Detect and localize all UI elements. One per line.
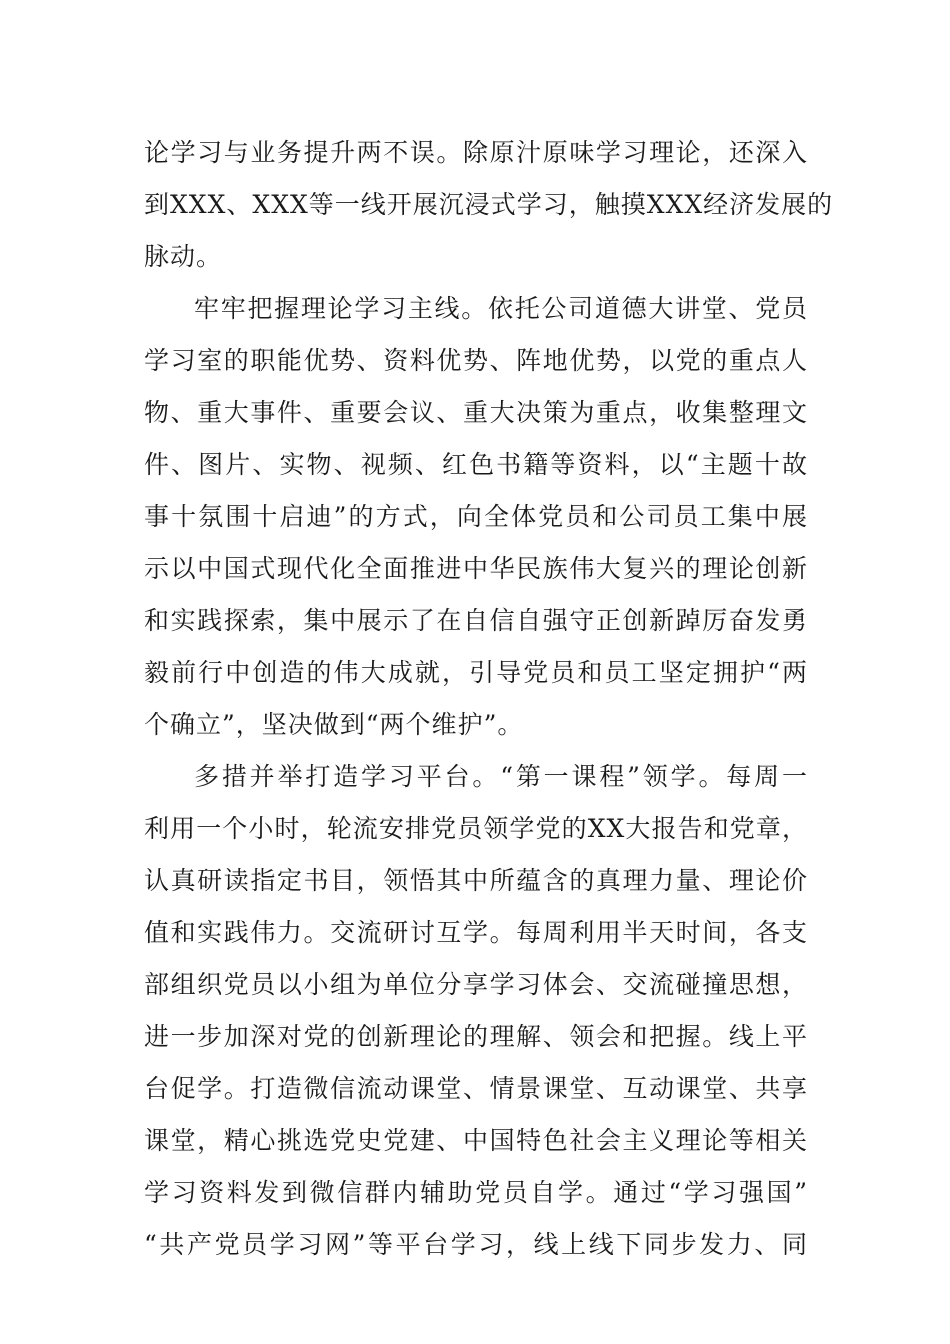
paragraph-3-line-4: 值和实践伟力。交流研讨互学。每周利用半天时间，各支 (144, 918, 808, 947)
paragraph-1-line-2: 到XXX、XXX等一线开展沉浸式学习，触摸XXX经济发展的 (144, 190, 834, 219)
paragraph-2-line-2: 学习室的职能优势、资料优势、阵地优势，以党的重点人 (144, 346, 808, 375)
paragraph-2-line-3: 物、重大事件、重要会议、重大决策为重点，收集整理文 (144, 398, 808, 427)
paragraph-2-line-6: 示以中国式现代化全面推进中华民族伟大复兴的理论创新 (144, 554, 808, 583)
paragraph-3-line-7: 台促学。打造微信流动课堂、情景课堂、互动课堂、共享 (144, 1074, 808, 1103)
paragraph-3-line-9: 学习资料发到微信群内辅助党员自学。通过“学习强国” (144, 1178, 808, 1207)
paragraph-3-line-3: 认真研读指定书目，领悟其中所蕴含的真理力量、理论价 (144, 866, 808, 895)
paragraph-1-line-1: 论学习与业务提升两不误。除原汁原味学习理论，还深入 (144, 138, 808, 167)
paragraph-1-line-3: 脉动。 (144, 242, 223, 271)
paragraph-2-line-9: 个确立”，坚决做到“两个维护”。 (144, 710, 524, 739)
paragraph-3-line-10: “共产党员学习网”等平台学习，线上线下同步发力、同 (144, 1230, 808, 1259)
paragraph-2-line-8: 毅前行中创造的伟大成就，引导党员和员工坚定拥护“两 (144, 658, 808, 687)
paragraph-2-line-4: 件、图片、实物、视频、红色书籍等资料，以“主题十故 (144, 450, 808, 479)
paragraph-2-line-7: 和实践探索，集中展示了在自信自强守正创新踔厉奋发勇 (144, 606, 808, 635)
paragraph-2-line-1: 牢牢把握理论学习主线。依托公司道德大讲堂、党员 (194, 294, 808, 323)
paragraph-3-line-6: 进一步加深对党的创新理论的理解、领会和把握。线上平 (144, 1022, 808, 1051)
paragraph-3-line-1: 多措并举打造学习平台。“第一课程”领学。每周一 (194, 762, 808, 791)
paragraph-3-line-8: 课堂，精心挑选党史党建、中国特色社会主义理论等相关 (144, 1126, 808, 1155)
document-body (144, 131, 834, 1275)
paragraph-3-line-5: 部组织党员以小组为单位分享学习体会、交流碰撞思想， (144, 970, 808, 999)
paragraph-3-line-2: 利用一个小时，轮流安排党员领学党的XX大报告和党章， (144, 814, 808, 843)
paragraph-2-line-5: 事十氛围十启迪”的方式，向全体党员和公司员工集中展 (144, 502, 808, 531)
